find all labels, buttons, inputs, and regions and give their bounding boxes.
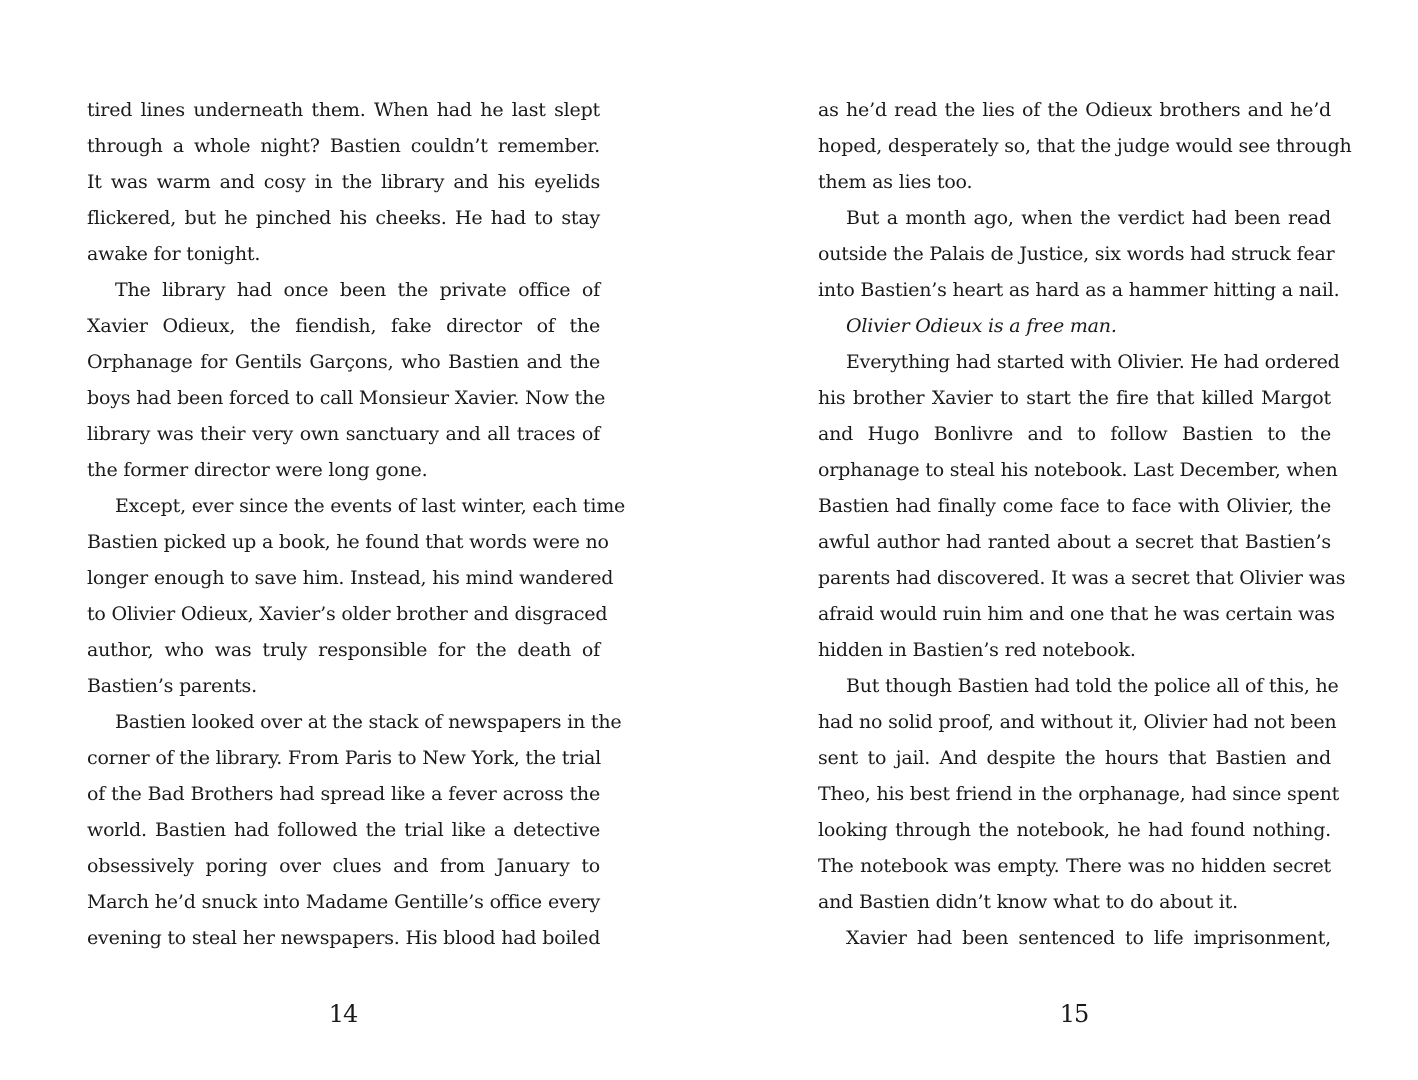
text-line: It was warm and cosy in the library and his eyelids xyxy=(87,171,600,193)
text-line: obsessively poring over clues and from January to xyxy=(87,855,600,877)
text-line: through a whole night? Bastien couldn’t remember. xyxy=(87,135,600,157)
text-line: of the Bad Brothers had spread like a fever across the xyxy=(87,783,600,805)
text-line: sent to jail. And despite the hours that Bastien and xyxy=(818,747,1331,769)
left-page-text xyxy=(87,92,626,956)
text-line: awful author had ranted about a secret that Bastien’s xyxy=(818,531,1331,553)
text-line: looking through the notebook, he had found nothing. xyxy=(818,819,1331,841)
text-line: into Bastien’s heart as hard as a hammer hitting a nail. xyxy=(818,279,1340,301)
text-line: tired lines underneath them. When had he last slept xyxy=(87,99,600,121)
text-line: Bastien looked over at the stack of newspapers in the xyxy=(115,711,622,733)
text-line: his brother Xavier to start the fire that killed Margot xyxy=(818,387,1331,409)
text-line: The notebook was empty. There was no hidden secret xyxy=(818,855,1331,877)
text-line: had no solid proof, and without it, Olivier had not been xyxy=(818,711,1337,733)
text-line: orphanage to steal his notebook. Last December, when xyxy=(818,459,1338,481)
text-line: Bastien picked up a book, he found that words were no xyxy=(87,531,609,553)
text-line: longer enough to save him. Instead, his mind wandered xyxy=(87,567,614,589)
text-line: hidden in Bastien’s red notebook. xyxy=(818,639,1136,661)
text-line: Bastien had finally come face to face with Olivier, the xyxy=(818,495,1331,517)
right-page-number: 15 xyxy=(1059,1000,1089,1028)
text-line: as he’d read the lies of the Odieux brothers and he’d xyxy=(818,99,1331,121)
text-line: boys had been forced to call Monsieur Xavier. Now the xyxy=(87,387,606,409)
right-page-text xyxy=(818,92,1352,956)
text-line: Orphanage for Gentils Garçons, who Bastien and the xyxy=(87,351,600,373)
text-line: The library had once been the private office of xyxy=(115,279,600,301)
text-line: hoped, desperately so, that the judge would see through xyxy=(818,135,1352,157)
text-line: flickered, but he pinched his cheeks. He had to stay xyxy=(87,207,600,229)
text-line: author, who was truly responsible for the death of xyxy=(87,639,600,661)
italic-text-line: Olivier Odieux is a free man. xyxy=(846,315,1117,337)
text-line: the former director were long gone. xyxy=(87,459,428,481)
text-line: Except, ever since the events of last winter, each time xyxy=(115,495,626,517)
text-line: corner of the library. From Paris to New York, the trial xyxy=(87,747,601,769)
text-line: parents had discovered. It was a secret that Olivier was xyxy=(818,567,1346,589)
text-line: Theo, his best friend in the orphanage, had since spent xyxy=(818,783,1340,805)
text-line: to Olivier Odieux, Xavier’s older brother and disgraced xyxy=(87,603,608,625)
text-line: evening to steal her newspapers. His blood had boiled xyxy=(87,927,601,949)
text-line: and Hugo Bonlivre and to follow Bastien to the xyxy=(818,423,1331,445)
text-line: and Bastien didn’t know what to do about it. xyxy=(818,891,1238,913)
text-line: afraid would ruin him and one that he was certain was xyxy=(818,603,1335,625)
text-line: Bastien’s parents. xyxy=(87,675,257,697)
text-line: But a month ago, when the verdict had been read xyxy=(846,207,1331,229)
text-line: But though Bastien had told the police all of this, he xyxy=(846,675,1339,697)
text-line: library was their very own sanctuary and all traces of xyxy=(87,423,600,445)
text-line: March he’d snuck into Madame Gentille’s office every xyxy=(87,891,600,913)
text-line: them as lies too. xyxy=(818,171,973,193)
text-line: awake for tonight. xyxy=(87,243,261,265)
text-line: world. Bastien had followed the trial like a detective xyxy=(87,819,600,841)
left-page-number: 14 xyxy=(328,1000,358,1028)
text-line: Everything had started with Olivier. He had ordered xyxy=(846,351,1340,373)
text-line: Xavier Odieux, the fiendish, fake director of the xyxy=(87,315,600,337)
text-line: Xavier had been sentenced to life imprisonment, xyxy=(846,927,1331,949)
text-line: outside the Palais de Justice, six words had struck fear xyxy=(818,243,1335,265)
